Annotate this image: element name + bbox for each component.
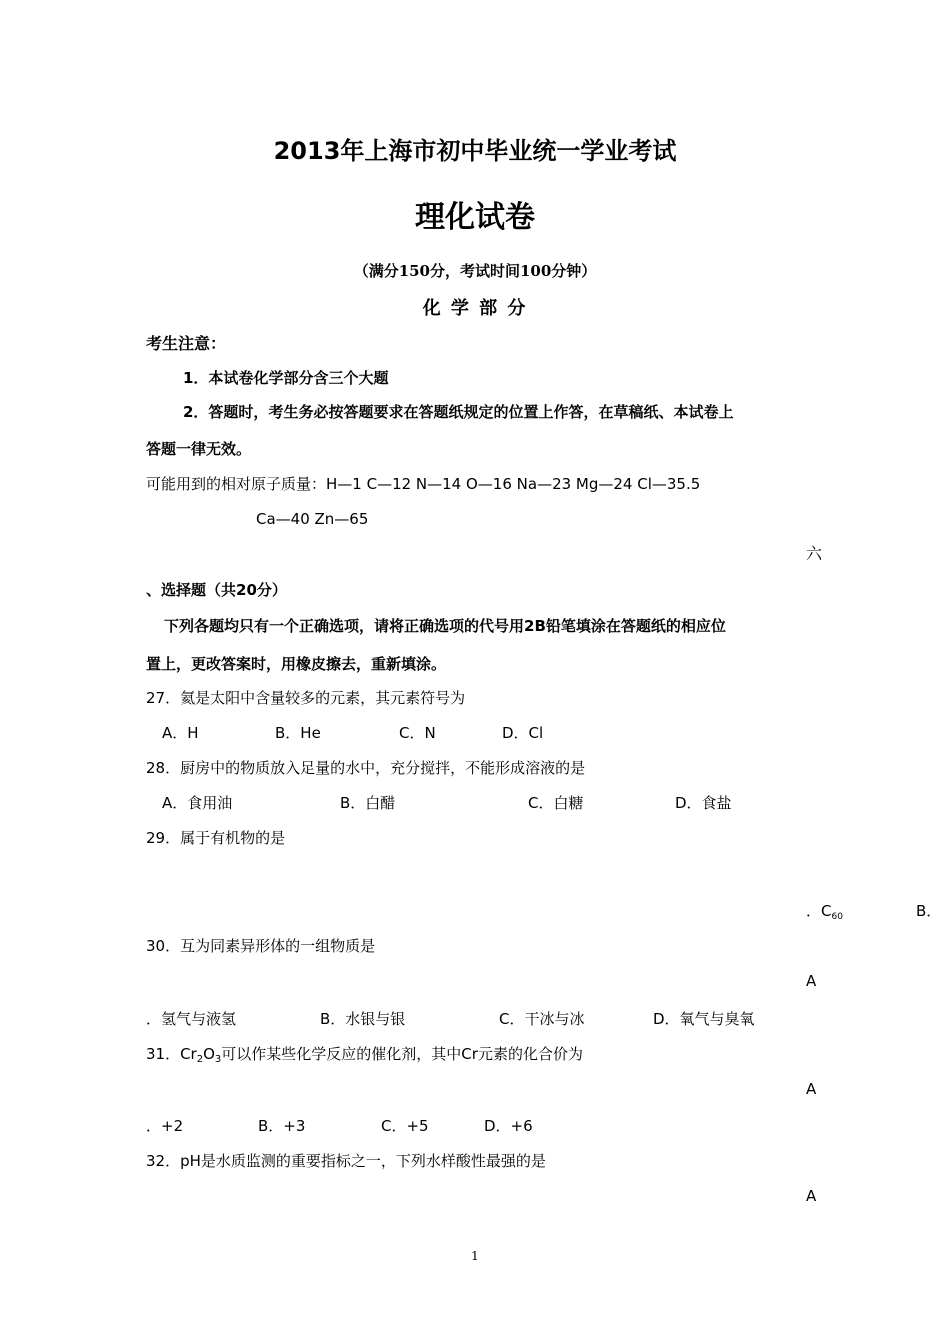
question-28-option-a: A．食用油 [162, 794, 233, 812]
page-number: 1 [471, 1249, 479, 1263]
question-31-option-a: ．+2 [146, 1117, 184, 1135]
part-number: 六 [806, 544, 823, 563]
question-31-option-a-letter: A [806, 1080, 817, 1098]
question-30-stem: 30．互为同素异形体的一组物质是 [146, 937, 376, 955]
part-instruction-line-1: 下列各题均只有一个正确选项，请将正确选项的代号用2B铅笔填涂在答题纸的相应位 [164, 617, 726, 635]
question-31-option-c: C．+5 [381, 1117, 429, 1135]
question-27-option-d: D．Cl [502, 724, 544, 742]
question-28-stem: 28．厨房中的物质放入足量的水中，充分搅拌，不能形成溶液的是 [146, 759, 586, 777]
question-31-subscript-1: 2 [196, 1054, 204, 1065]
part-instruction-line-2: 置上，更改答案时，用橡皮擦去，重新填涂。 [146, 655, 447, 673]
question-30-option-d: D．氧气与臭氧 [653, 1010, 755, 1028]
exam-title: 2013年上海市初中毕业统一学业考试 [273, 137, 677, 165]
question-30-option-c: C．干冰与冰 [499, 1010, 585, 1028]
question-31-subscript-2: 3 [214, 1054, 222, 1065]
part-heading: 、选择题（共20分） [146, 581, 287, 599]
question-29-fragment-text: ．C [806, 902, 832, 920]
question-27-option-c: C．N [399, 724, 436, 742]
question-27-stem: 27．氦是太阳中含量较多的元素，其元素符号为 [146, 689, 466, 707]
atomic-masses-line-1: 可能用到的相对原子质量：H—1 C—12 N—14 O—16 Na—23 Mg—24 Cl—35.5 [146, 475, 701, 493]
question-31-stem-suffix: 可以作某些化学反应的催化剂，其中Cr元素的化合价为 [221, 1045, 583, 1063]
notice-item-2-line-1: 2．答题时，考生务必按答题要求在答题纸规定的位置上作答，在草稿纸、本试卷上 [183, 403, 734, 421]
question-30-option-b: B．水银与银 [320, 1010, 406, 1028]
section-title: 化 学 部 分 [422, 298, 528, 319]
question-27-option-b: B．He [275, 724, 321, 742]
question-32-option-a-letter: A [806, 1187, 817, 1205]
question-31-option-d: D．+6 [484, 1117, 533, 1135]
question-29-fragment-c60 [806, 901, 843, 927]
exam-info: （满分150分，考试时间100分钟） [353, 262, 597, 280]
atomic-masses-line-2: Ca—40 Zn—65 [256, 510, 369, 528]
paper-subtitle: 理化试卷 [415, 200, 535, 235]
question-32-stem: 32．pH是水质监测的重要指标之一，下列水样酸性最强的是 [146, 1152, 546, 1170]
notice-item-1: 1．本试卷化学部分含三个大题 [183, 369, 389, 387]
question-30-option-a: ．氢气与液氢 [146, 1010, 237, 1028]
question-31-stem-prefix: 31．Cr [146, 1045, 197, 1063]
question-28-option-b: B．白醋 [340, 794, 396, 812]
question-29-stem: 29．属于有机物的是 [146, 829, 286, 847]
question-31-stem-mid: O [203, 1045, 215, 1063]
question-31-option-b: B．+3 [258, 1117, 306, 1135]
question-29-fragment-b: B． [916, 902, 942, 920]
question-31-stem [146, 1044, 583, 1070]
question-28-option-d: D．食盐 [675, 794, 732, 812]
question-29-fragment-subscript: 60 [831, 912, 843, 922]
notice-heading: 考生注意： [146, 334, 227, 353]
question-30-option-a-letter: A [806, 972, 817, 990]
notice-item-2-line-2: 答题一律无效。 [146, 440, 252, 458]
question-27-option-a: A．H [162, 724, 199, 742]
question-28-option-c: C．白糖 [528, 794, 584, 812]
